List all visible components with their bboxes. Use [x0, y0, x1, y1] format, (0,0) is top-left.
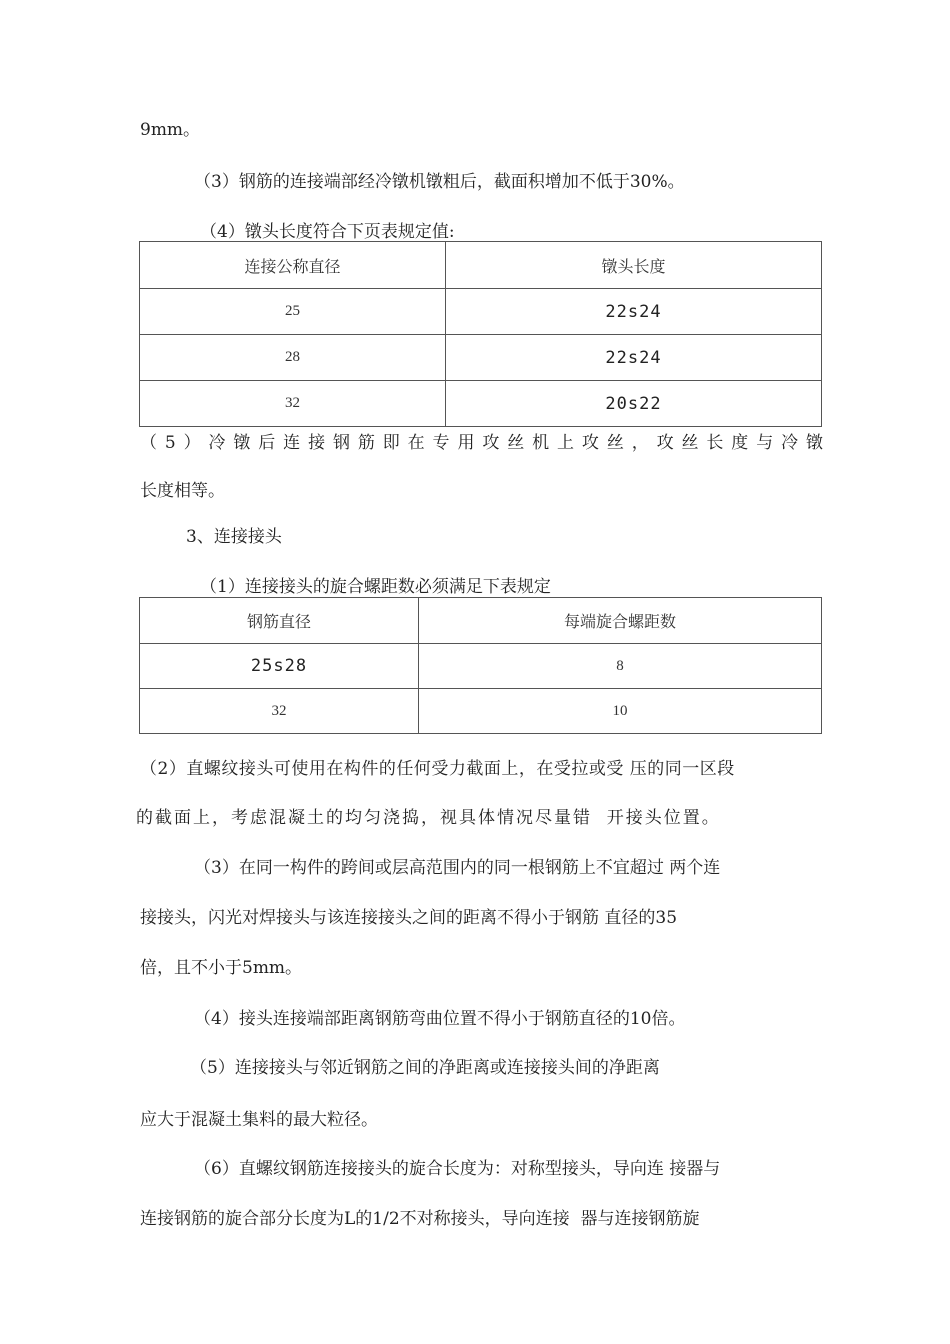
table-cell: 22s24 [446, 289, 822, 335]
thread-pitch-table [139, 597, 822, 734]
paragraph-engagement-length-cont: 连接钢筋的旋合部分长度为L的1/2不对称接头，导向连接 器与连接钢筋旋 [140, 1209, 700, 1229]
section-heading: 3、连接接头 [186, 527, 282, 547]
paragraph-threading-cont: 长度相等。 [140, 481, 225, 501]
paragraph-clear-spacing: （5）连接接头与邻近钢筋之间的净距离或连接接头间的净距离 [190, 1058, 660, 1078]
table-cell: 25 [140, 289, 446, 335]
paragraph-joint-position: （2）直螺纹接头可使用在构件的任何受力截面上，在受拉或受 压的同一区段 [140, 759, 735, 779]
table-header-row [140, 242, 822, 289]
table-cell: 10 [419, 689, 822, 734]
table-cell: 32 [140, 689, 419, 734]
table-header-row [140, 598, 822, 644]
paragraph-table2-intro: （1）连接接头的旋合螺距数必须满足下表规定 [200, 577, 551, 597]
table-cell: 28 [140, 335, 446, 381]
paragraph-continuation: 9mm。 [140, 120, 201, 140]
paragraph-threading: （5）冷镦后连接钢筋即在专用攻丝机上攻丝，攻丝长度与冷镦 [140, 433, 828, 453]
paragraph-upset-area: （3）钢筋的连接端部经冷镦机镦粗后，截面积增加不低于30%。 [194, 172, 685, 192]
paragraph-table1-intro: （4）镦头长度符合下页表规定值: [200, 222, 455, 242]
table-cell: 20s22 [446, 381, 822, 427]
paragraph-joint-count-end: 倍，且不小于5mm。 [140, 958, 303, 978]
paragraph-bend-distance: （4）接头连接端部距离钢筋弯曲位置不得小于钢筋直径的10倍。 [194, 1009, 686, 1029]
table-row [140, 289, 822, 335]
table-row [140, 381, 822, 427]
column-header: 钢筋直径 [140, 598, 419, 644]
upset-length-table [139, 241, 822, 427]
table-row [140, 335, 822, 381]
column-header: 镦头长度 [446, 242, 822, 289]
table-cell: 22s24 [446, 335, 822, 381]
paragraph-clear-spacing-cont: 应大于混凝土集料的最大粒径。 [140, 1110, 378, 1130]
table-cell: 8 [419, 644, 822, 689]
table-row [140, 644, 822, 689]
paragraph-joint-position-cont: 的截面上，考虑混凝土的均匀浇捣，视具体情况尽量错 开接头位置。 [136, 808, 721, 828]
table-cell: 32 [140, 381, 446, 427]
paragraph-engagement-length: （6）直螺纹钢筋连接接头的旋合长度为：对称型接头，导向连 接器与 [194, 1159, 721, 1179]
table-cell: 25s28 [140, 644, 419, 689]
table-row [140, 689, 822, 734]
column-header: 每端旋合螺距数 [419, 598, 822, 644]
paragraph-joint-count: （3）在同一构件的跨间或层高范围内的同一根钢筋上不宜超过 两个连 [194, 858, 721, 878]
paragraph-joint-count-cont: 接接头，闪光对焊接头与该连接接头之间的距离不得小于钢筋 直径的35 [140, 908, 678, 928]
column-header: 连接公称直径 [140, 242, 446, 289]
